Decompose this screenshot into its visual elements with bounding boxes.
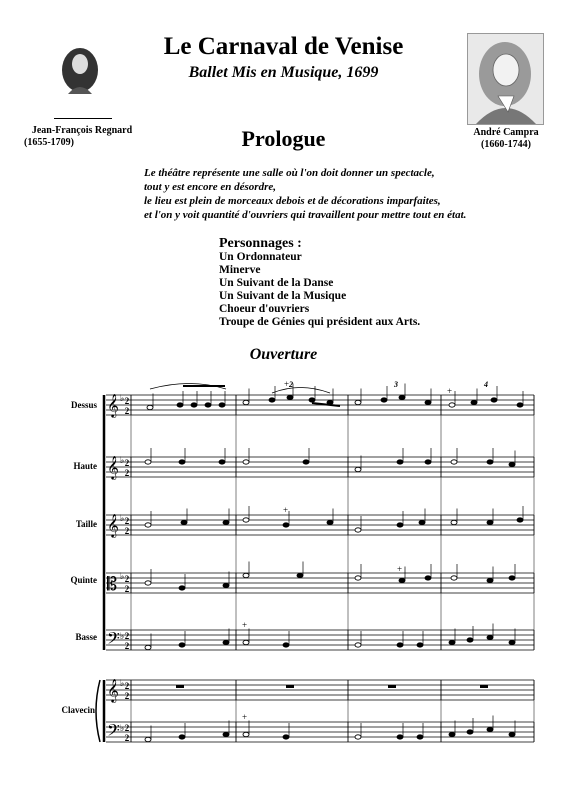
- page-subtitle: Ballet Mis en Musique, 1699: [188, 64, 379, 81]
- rest-icon: [176, 685, 184, 688]
- staff-lines: [106, 393, 534, 744]
- librettist-name: Jean-François Regnard: [31, 125, 133, 136]
- ornament-mark: +: [283, 505, 289, 515]
- clef-icon: 𝄡: [107, 574, 118, 595]
- scene-line: et l'on y voit quantité d'ouvriers qui travaillent pour mettre tout en état.: [144, 209, 467, 221]
- time-sig: 2: [124, 641, 130, 651]
- note-head: [243, 518, 249, 522]
- ornament-mark: +: [447, 386, 453, 396]
- scene-line: le lieu est plein de morceaux debois et de décorations imparfaites,: [144, 195, 441, 207]
- ornament-mark: +: [242, 620, 248, 630]
- note-head: [487, 578, 493, 582]
- note-head: [467, 730, 473, 734]
- note-head: [487, 460, 493, 464]
- character-item: Un Suivant de la Danse: [219, 277, 334, 289]
- ornament-mark: +: [397, 564, 403, 574]
- composer-dates: (1660-1744): [481, 139, 531, 150]
- note-head: [269, 398, 275, 402]
- part-label-quinte: Quinte: [70, 575, 97, 585]
- flat-icon: ♭: [120, 394, 125, 404]
- note-head: [145, 460, 151, 464]
- note-head: [219, 403, 225, 407]
- note-head: [283, 523, 289, 527]
- note-head: [145, 737, 151, 741]
- time-sig: 2: [124, 631, 130, 641]
- time-sig: 2: [124, 723, 130, 733]
- note-head: [219, 460, 225, 464]
- note-head: [179, 643, 185, 647]
- note-head: [425, 400, 431, 404]
- time-sig: 2: [124, 681, 130, 691]
- note-head: [467, 638, 473, 642]
- note-head: [303, 460, 309, 464]
- note-head: [487, 727, 493, 731]
- note-head: [181, 520, 187, 524]
- part-label-haute: Haute: [73, 461, 97, 471]
- notes: [145, 384, 523, 742]
- note-head: [451, 576, 457, 580]
- note-head: [509, 462, 515, 466]
- note-head: [177, 403, 183, 407]
- character-item: Un Ordonnateur: [219, 251, 302, 263]
- measure-number: 3: [394, 380, 398, 389]
- note-head: [283, 643, 289, 647]
- note-head: [451, 520, 457, 524]
- note-head: [449, 640, 455, 644]
- note-head: [491, 398, 497, 402]
- clef-icon: 𝄢: [107, 720, 120, 744]
- note-head: [243, 573, 249, 577]
- flat-icon: ♭: [120, 679, 125, 689]
- ornament-mark: +: [242, 712, 248, 722]
- part-label-basse: Basse: [75, 632, 97, 642]
- note-head: [397, 460, 403, 464]
- flat-icon: ♭: [120, 572, 125, 582]
- note-head: [399, 578, 405, 582]
- measure-number: 2: [289, 380, 293, 389]
- note-head: [145, 581, 151, 585]
- note-head: [179, 586, 185, 590]
- time-sig: 2: [124, 733, 130, 743]
- note-head: [509, 576, 515, 580]
- time-sig: 2: [124, 526, 130, 536]
- note-head: [309, 398, 315, 402]
- note-head: [451, 460, 457, 464]
- movement-title: Ouverture: [249, 346, 318, 363]
- note-head: [509, 732, 515, 736]
- rest-icon: [480, 685, 488, 688]
- note-head: [425, 460, 431, 464]
- flat-icon: ♭: [120, 514, 125, 524]
- note-head: [147, 405, 153, 409]
- note-head: [145, 523, 151, 527]
- note-head: [517, 403, 523, 407]
- note-head: [397, 735, 403, 739]
- clef-icon: 𝄞: [107, 513, 119, 537]
- clef-icon: 𝄢: [107, 628, 120, 652]
- composer-name: André Campra: [473, 127, 539, 138]
- note-head: [243, 640, 249, 644]
- note-head: [397, 643, 403, 647]
- note-head: [355, 400, 361, 404]
- note-head: [355, 467, 361, 471]
- flat-icon: ♭: [120, 724, 125, 734]
- note-head: [191, 403, 197, 407]
- note-head: [223, 640, 229, 644]
- note-head: [205, 403, 211, 407]
- time-sig: 2: [124, 516, 130, 526]
- note-head: [355, 643, 361, 647]
- page-title: Le Carnaval de Venise: [163, 33, 404, 60]
- time-sig: 2: [124, 406, 130, 416]
- part-label-taille: Taille: [75, 519, 97, 529]
- note-head: [399, 395, 405, 399]
- character-item: Choeur d'ouvriers: [219, 303, 310, 315]
- note-head: [223, 732, 229, 736]
- time-sig: 2: [124, 468, 130, 478]
- note-head: [243, 460, 249, 464]
- rest-icon: [388, 685, 396, 688]
- note-head: [417, 643, 423, 647]
- note-head: [223, 583, 229, 587]
- note-head: [145, 645, 151, 649]
- characters-title: Personnages :: [219, 236, 302, 251]
- note-head: [179, 460, 185, 464]
- note-head: [487, 520, 493, 524]
- note-head: [487, 635, 493, 639]
- note-head: [355, 528, 361, 532]
- time-sig: 2: [124, 691, 130, 701]
- note-head: [509, 640, 515, 644]
- character-item: Un Suivant de la Musique: [219, 290, 347, 302]
- note-head: [327, 520, 333, 524]
- time-sig: 2: [124, 584, 130, 594]
- section-heading: Prologue: [241, 126, 326, 151]
- clef-icon: 𝄞: [107, 678, 119, 702]
- part-label-clavecin: Clavecin: [61, 705, 95, 715]
- note-head: [425, 576, 431, 580]
- librettist-dates: (1655-1709): [24, 137, 74, 148]
- note-head: [355, 576, 361, 580]
- part-label-dessus: Dessus: [70, 400, 97, 410]
- note-head: [417, 735, 423, 739]
- time-sig: 2: [124, 396, 130, 406]
- note-head: [297, 573, 303, 577]
- flat-icon: ♭: [120, 632, 125, 642]
- note-head: [243, 732, 249, 736]
- note-head: [397, 523, 403, 527]
- note-head: [449, 732, 455, 736]
- time-sig: 2: [124, 574, 130, 584]
- ornament-mark: +: [284, 379, 290, 389]
- note-head: [283, 735, 289, 739]
- note-head: [381, 398, 387, 402]
- scene-line: Le théâtre représente une salle où l'on doit donner un spectacle,: [144, 167, 435, 179]
- note-head: [223, 520, 229, 524]
- note-head: [471, 400, 477, 404]
- clef-icon: 𝄞: [107, 455, 119, 479]
- brace: [96, 680, 100, 742]
- note-head: [355, 735, 361, 739]
- note-head: [179, 735, 185, 739]
- character-item: Troupe de Génies qui président aux Arts.: [219, 316, 421, 328]
- note-head: [243, 400, 249, 404]
- beam: [312, 403, 340, 406]
- rest-icon: [286, 685, 294, 688]
- slur: [272, 388, 330, 394]
- time-sig: 2: [124, 458, 130, 468]
- note-head: [287, 395, 293, 399]
- scene-line: tout y est encore en désordre,: [144, 181, 276, 193]
- character-item: Minerve: [219, 264, 261, 276]
- note-head: [419, 520, 425, 524]
- note-head: [449, 403, 455, 407]
- note-head: [517, 518, 523, 522]
- clef-icon: 𝄞: [107, 393, 119, 417]
- flat-icon: ♭: [120, 456, 125, 466]
- measure-number: 4: [484, 380, 488, 389]
